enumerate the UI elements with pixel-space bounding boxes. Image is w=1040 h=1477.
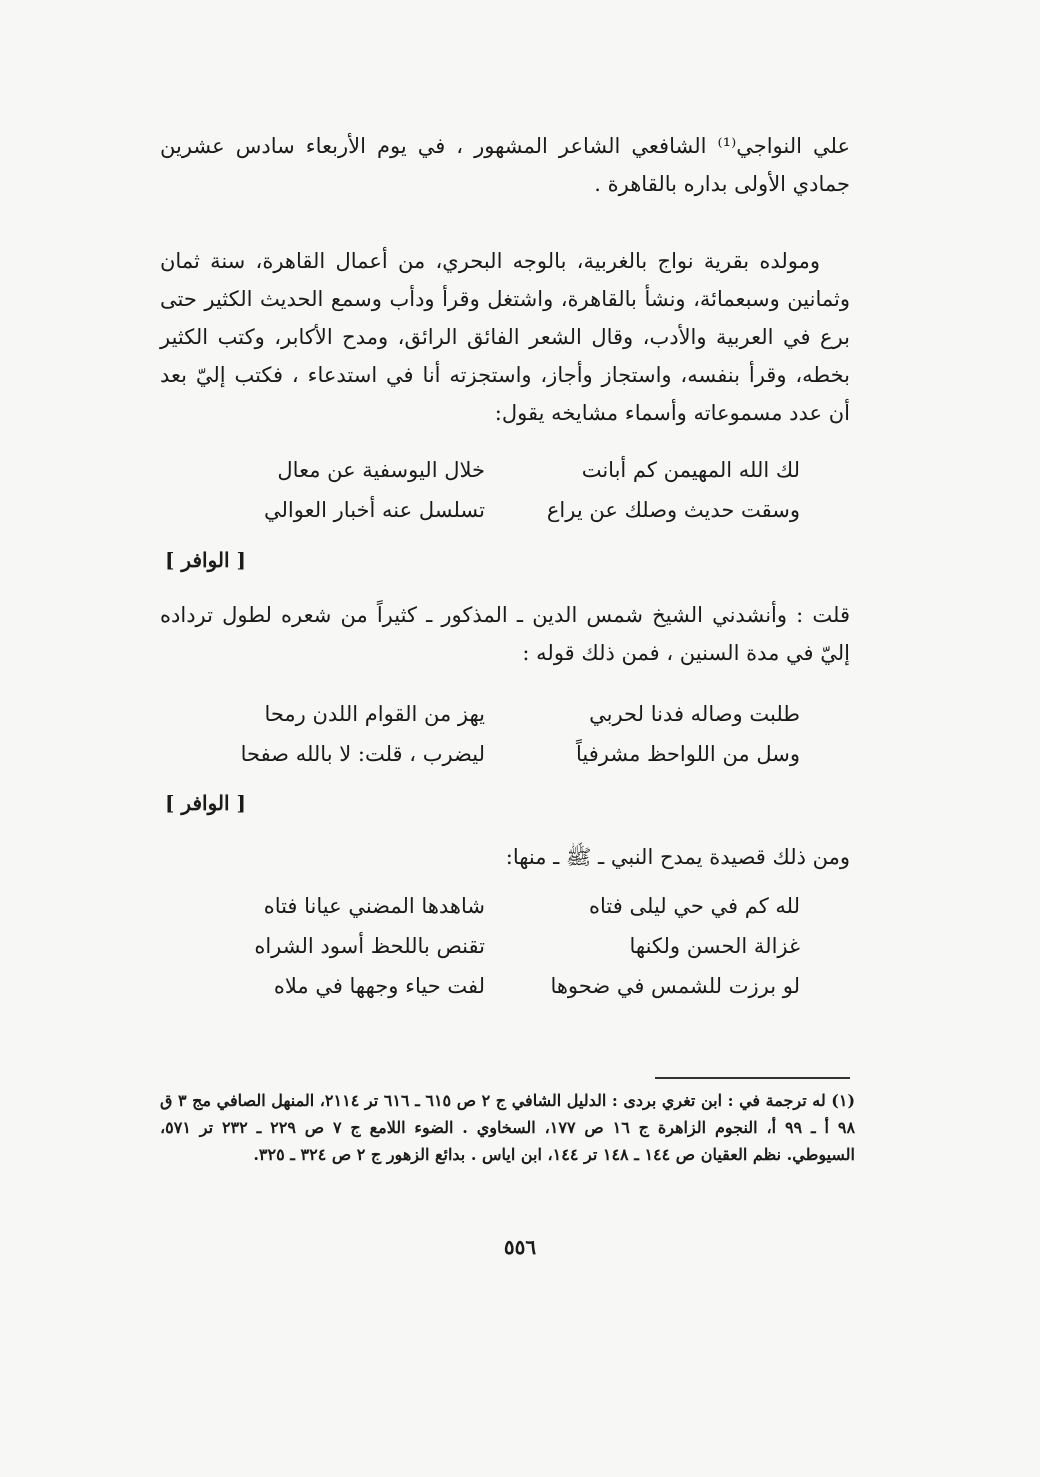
verse <box>215 926 800 966</box>
hemistich-second: خلال اليوسفية عن معال <box>277 458 485 482</box>
poem-1 <box>215 450 800 530</box>
verse <box>215 734 800 774</box>
footnote-divider <box>655 1077 850 1079</box>
hemistich-first: وسل من اللواحظ مشرفياً <box>575 742 800 766</box>
hemistich-second: تسلسل عنه أخبار العوالي <box>264 498 485 522</box>
verse <box>215 490 800 530</box>
verse <box>215 886 800 926</box>
verse <box>215 694 800 734</box>
hemistich-second: لفت حياء وجهها في ملاه <box>273 974 485 998</box>
hemistich-second: ليضرب ، قلت: لا بالله صفحا <box>240 742 485 766</box>
meter-label: [ الوافر ] <box>165 548 246 572</box>
paragraph-biography <box>160 242 850 432</box>
hemistich-second: يهز من القوام اللدن رمحا <box>264 702 485 726</box>
hemistich-first: طلبت وصاله فدنا لحربي <box>589 702 800 726</box>
paragraph-biography-text: ومولده بقرية نواج بالغربية، بالوجه البحري، من أعمال القاهرة، سنة ثمان وثمانين وسبعمائة، ونشأ بالقاهرة، واشتغل وقرأ ودأب وسمع الحديث الكثير حتى برع في العربية والأدب، وقال الشعر الفائق الرائق، ومدح الأكابر، وكتب الكثير بخطه، وقرأ بنفسه، واستجاز وأجاز، واستجزته أنا في استدعاء ، فكتب إليّ بعد أن عدد مسموعاته وأسماء مشايخه يقول: <box>160 249 850 425</box>
paragraph-recitation <box>160 596 850 672</box>
poem-3 <box>215 886 800 1006</box>
page-number: ٥٥٦ <box>503 1235 537 1259</box>
hemistich-second: شاهدها المضني عيانا فتاه <box>263 894 485 918</box>
hemistich-first: لك الله المهيمن كم أبانت <box>581 458 800 482</box>
hemistich-first: لو برزت للشمس في ضحوها <box>550 974 800 998</box>
footnote: (١) له ترجمة في : ابن تغري بردى : الدليل الشافي ج ٢ ص ٦١٥ ـ ٦١٦ تر ٢١١٤، المنهل الصافي مج ٣ ق ٩٨ أ ـ ٩٩ أ، النجوم الزاهرة ج ١٦ ص ١٧٧، السخاوي . الضوء اللامع ج ٧ ص ٢٢٩ ـ ٢٣٢ تر ٥٧١، السيوطي. نظم العقيان ص ١٤٤ ـ ١٤٨ تر ١٤٤، ابن اياس . بدائع الزهور ج ٢ ص ٣٢٤ ـ ٣٢٥. <box>160 1091 856 1164</box>
poem-2 <box>215 694 800 774</box>
paragraph-intro <box>160 127 850 203</box>
hemistich-first: لله كم في حي ليلى فتاه <box>589 894 800 918</box>
hemistich-second: تقنص باللحظ أسود الشراه <box>254 934 485 958</box>
meter-label: [ الوافر ] <box>165 791 246 815</box>
hemistich-first: غزالة الحسن ولكنها <box>629 934 800 958</box>
paragraph-qasida <box>160 838 850 876</box>
verse <box>215 966 800 1006</box>
paragraph-qasida-text: ومن ذلك قصيدة يمدح النبي ـ ﷺ ـ منها: <box>505 845 850 869</box>
paragraph-recitation-text: قلت : وأنشدني الشيخ شمس الدين ـ المذكور ـ كثيراً من شعره لطول ترداده إليّ في مدة السنين ، فمن ذلك قوله : <box>160 603 850 665</box>
hemistich-first: وسقت حديث وصلك عن يراع <box>546 498 800 522</box>
paragraph-intro-text: علي النواجي⁽¹⁾ الشافعي الشاعر المشهور ، في يوم الأربعاء سادس عشرين جمادي الأولى بداره بالقاهرة . <box>160 134 850 196</box>
verse <box>215 450 800 490</box>
